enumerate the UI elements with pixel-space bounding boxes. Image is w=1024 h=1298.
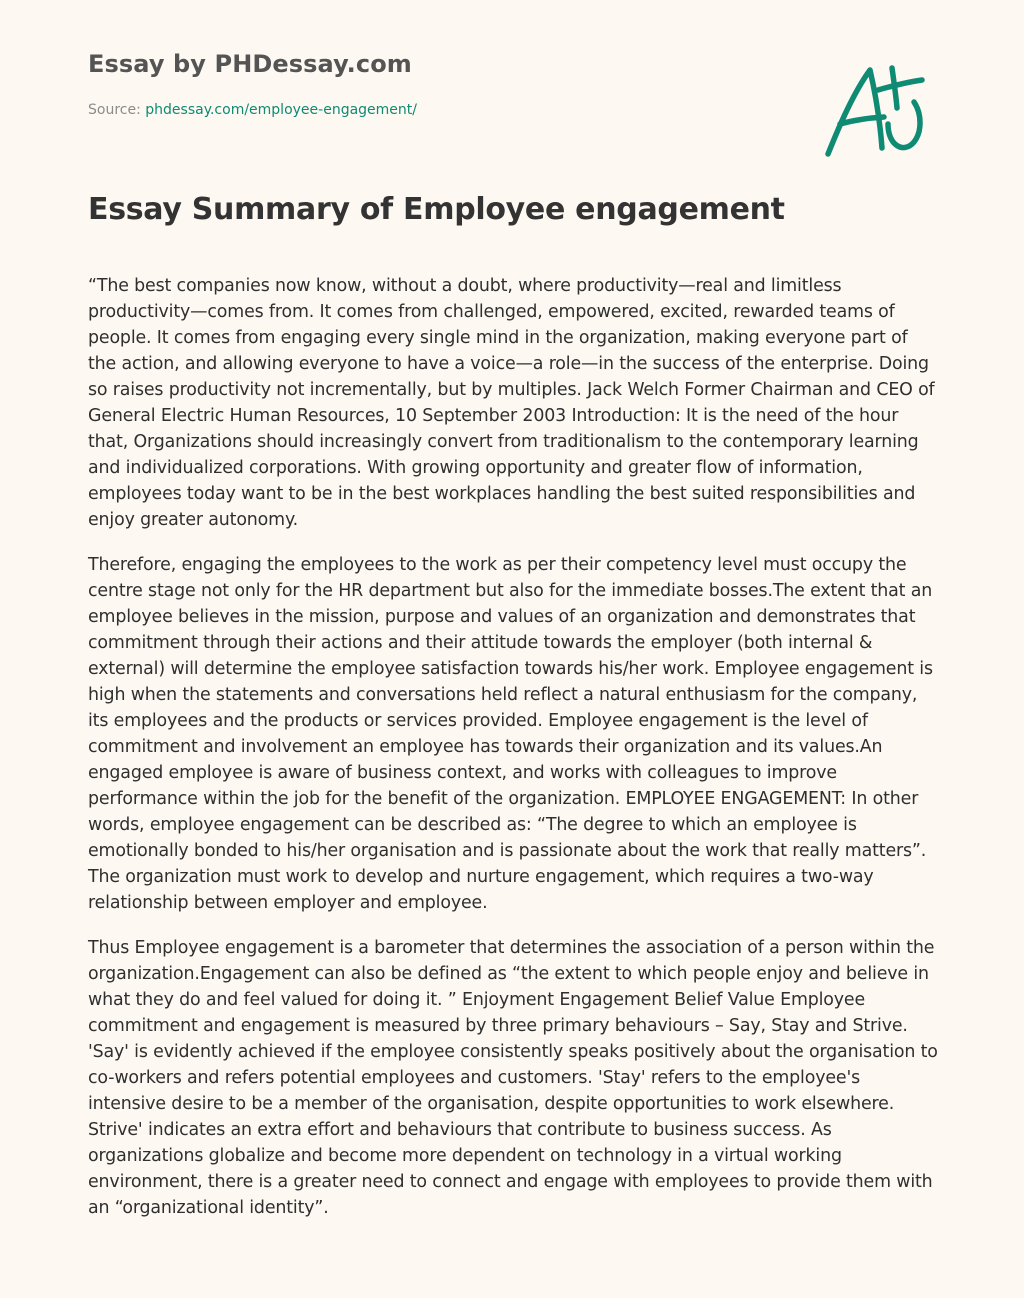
site-brand: Essay by PHDessay.com	[88, 50, 412, 78]
essay-paragraph: “The best companies now know, without a doubt, where productivity—real and limitless productivity—comes from. It comes from challenged, empowered, excited, rewarded teams of people. It comes from engaging every single mind in the organization, making everyone part of the action, and allowing everyone to have a voice—a role—in the success of the enterprise. Doing so raises productivity not incrementally, but by multiples. Jack Welch Former Chairman and CEO of General Electric Human Resources, 10 September 2003 Introduction: It is the need of the hour that, Organizations should increasingly convert from traditionalism to the contemporary learning and individualized corporations. With growing opportunity and greater flow of information, employees today want to be in the best workplaces handling the best suited responsibilities and enjoy greater autonomy.	[88, 276, 935, 530]
source-label: Source:	[88, 102, 141, 118]
source-link[interactable]: phdessay.com/employee-engagement/	[145, 102, 417, 118]
essay-title: Essay Summary of Employee engagement	[88, 192, 785, 227]
essay-paragraph: Therefore, engaging the employees to the work as per their competency level must occupy the centre stage not only for the HR department but also for the immediate bosses.The extent that an employee believes in the mission, purpose and values of an organization and demonstrates that commitment through their actions and their attitude towards the employer (both internal & external) will determine the employee satisfaction towards his/her work. Employee engagement is high when the statements and conversations held reflect a natural enthusiasm for the company, its employees and the products or services provided. Employee engagement is the level of commitment and involvement an employee has towards their organization and its values.An engaged employee is aware of business context, and works with colleagues to improve performance within the job for the benefit of the organization. EMPLOYEE ENGAGEMENT: In other words, employee engagement can be described as: “The degree to which an employee is emotionally bonded to his/her organisation and is passionate about the work that really matters”. The organization must work to develop and nurture engagement, which requires a two-way relationship between employer and employee.	[88, 555, 933, 913]
essay-paragraph: Thus Employee engagement is a barometer that determines the association of a person within the organization.Engagement can also be defined as “the extent to which people enjoy and believe in what they do and feel valued for doing it. ” Enjoyment Engagement Belief Value Employee commitment and engagement is measured by three primary behaviours – Say, Stay and Strive. 'Say' is evidently achieved if the employee consistently speaks positively about the organisation to co-workers and refers potential employees and customers. 'Stay' refers to the employee's intensive desire to be a member of the organisation, despite opportunities to work elsewhere. Strive' indicates an extra effort and behaviours that contribute to business success. As organizations globalize and become more dependent on technology in a virtual working environment, there is a greater need to connect and engage with employees to provide them with an “organizational identity”.	[88, 938, 938, 1218]
source-line	[88, 102, 417, 118]
a-plus-logo-icon	[818, 62, 930, 166]
essay-body	[88, 273, 940, 1240]
